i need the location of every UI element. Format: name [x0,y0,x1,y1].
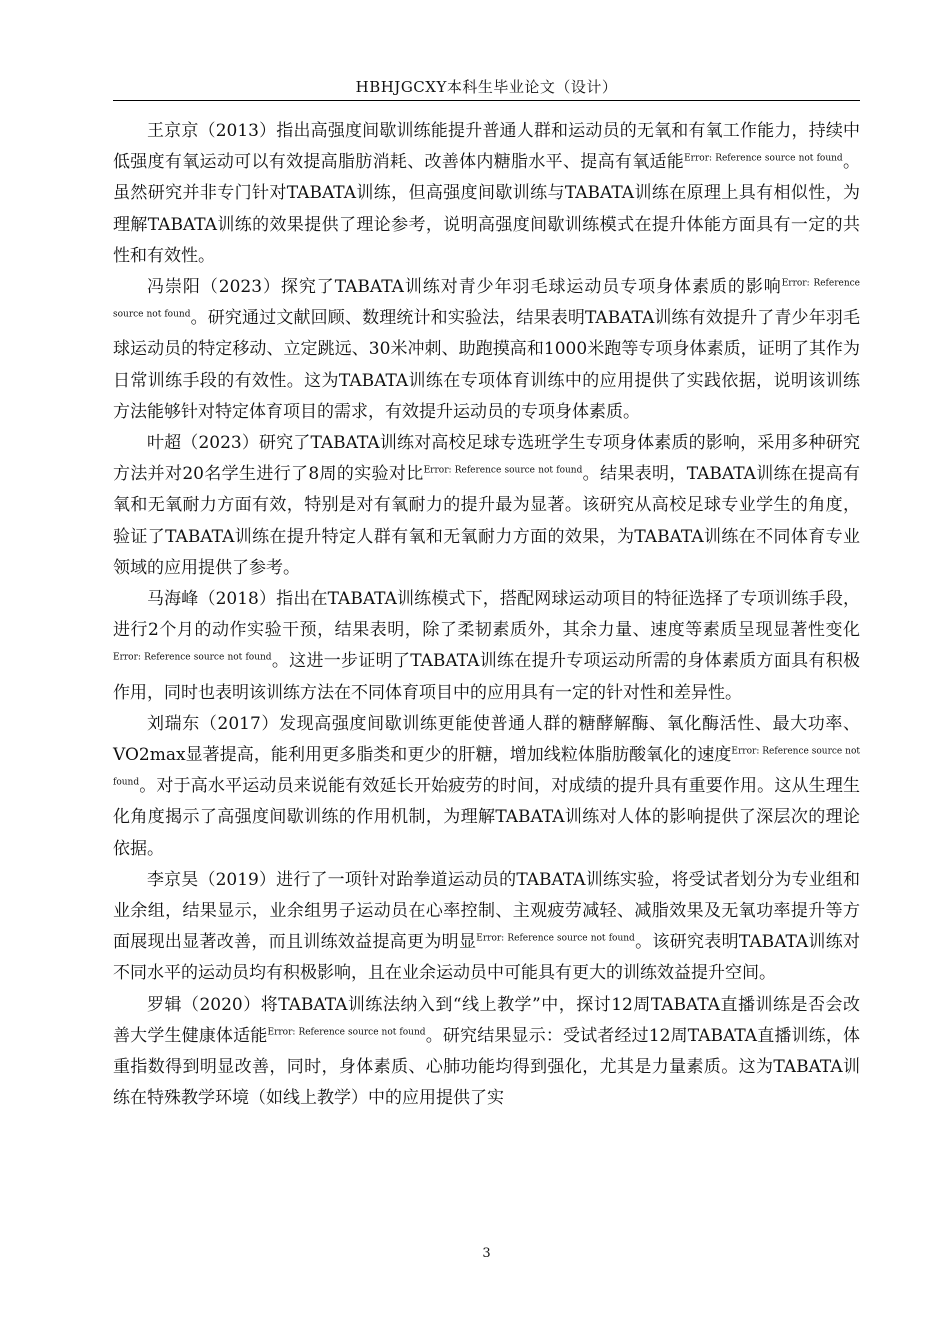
paragraph-text: 王京京（2013）指出高强度间歇训练能提升普通人群和运动员的无氧和有氧工作能力，持续中低强度有氧运动可以有效提高脂肪消耗、改善体内糖脂水平、提高有氧适能 [113,121,860,173]
page-number: 3 [482,1246,491,1261]
paragraph-text: 李京昊（2019）进行了一项针对跆拳道运动员的TABATA训练实验，将受试者划分为专业组和业余组，结果显示，业余组男子运动员在心率控制、主观疲劳减轻、减脂效果及无氧功率提升等方面展现出显著改善，而且训练效益提高更为明显 [113,869,860,953]
reference-error: Error: Reference source not found [423,465,583,476]
paragraph-text: 叶超（2023）研究了TABATA训练对高校足球专选班学生专项身体素质的影响，采用多种研究方法并对20名学生进行了8周的实验对比 [113,433,860,485]
paragraph-text: 马海峰（2018）指出在TABATA训练模式下，搭配网球运动项目的特征选择了专项训练手段，进行2个月的动作实验干预，结果表明，除了柔韧素质外，其余力量、速度等素质呈现显著性变化 [113,589,860,641]
reference-error: Error: Reference source not found [476,933,635,944]
paragraph-wang-jingjing [113,116,860,272]
reference-error: Error: Reference source not found [113,652,272,663]
reference-error: Error: Reference source not found [113,746,860,788]
page-header: HBHJGCXY本科生毕业论文（设计） [355,78,618,96]
paragraph-text: 。该研究表明TABATA训练对不同水平的运动员均有积极影响，且在业余运动员中可能具有更大的训练效益提升空间。 [113,932,861,984]
paragraph-text: 刘瑞东（2017）发现高强度间歇训练更能使普通人群的糖酵解酶、氧化酶活性、最大功率、VO2max显著提高，能利用更多脂类和更少的肝糖，增加线粒体脂肪酸氧化的速度 [113,713,860,766]
paragraph-text: 。对于高水平运动员来说能有效延长开始疲劳的时间，对成绩的提升具有重要作用。这从生理生化角度揭示了高强度间歇训练的作用机制，为理解TABATA训练对人体的影响提供了深层次的理论依据。 [113,776,860,859]
paragraph-liu-ruidong [113,709,860,865]
paragraph-luo-ji [113,990,860,1115]
paragraph-ye-chao [113,428,860,584]
paragraph-text: 。研究结果显示：受试者经过12周TABATA直播训练，体重指数得到明显改善，同时，身体素质、心肺功能均得到强化，尤其是力量素质。这为TABATA训练在特殊教学环境（如线上教学）中的应用提供了实 [113,1025,861,1109]
paragraph-li-jinghao [113,865,860,990]
paragraph-text: 。虽然研究并非专门针对TABATA训练，但高强度间歇训练与TABATA训练在原理上具有相似性，为理解TABATA训练的效果提供了理论参考，说明高强度间歇训练模式在提升体能方面具有一定的共性和有效性。 [113,152,861,266]
paragraph-text: 。这进一步证明了TABATA训练在提升专项运动所需的身体素质方面具有积极作用，同时也表明该训练方法在不同体育项目中的应用具有一定的针对性和差异性。 [113,651,861,703]
reference-error: Error: Reference source not found [684,153,843,164]
body-text [113,116,860,1115]
paragraph-text: 冯崇阳（2023）探究了TABATA训练对青少年羽毛球运动员专项身体素质的影响 [147,277,782,298]
paragraph-ma-haifeng [113,584,860,709]
paragraph-text: 。结果表明，TABATA训练在提高有氧和无氧耐力方面有效，特别是对有氧耐力的提升最为显著。该研究从高校足球专业学生的角度，验证了TABATA训练在提升特定人群有氧和无氧耐力方面的效果，为TABATA训练在不同体育专业领域的应用提供了参考。 [113,464,861,578]
paragraph-feng-chongyang [113,272,860,428]
header-divider [113,100,860,101]
reference-error: Error: Reference source not found [267,1027,426,1038]
paragraph-text: 罗辑（2020）将TABATA训练法纳入到“线上教学”中，探讨12周TABATA直播训练是否会改善大学生健康体适能 [113,994,860,1046]
paragraph-text: 。研究通过文献回顾、数理统计和实验法，结果表明TABATA训练有效提升了青少年羽毛球运动员的特定移动、立定跳远、30米冲刺、助跑摸高和1000米跑等专项身体素质，证明了其作为日常训练手段的有效性。这为TABATA训练在专项体育训练中的应用提供了实践依据，说明该训练方法能够针对特定体育项目的需求，有效提升运动员的专项身体素质。 [113,308,860,422]
reference-error: Error: Reference source not found [113,278,861,320]
